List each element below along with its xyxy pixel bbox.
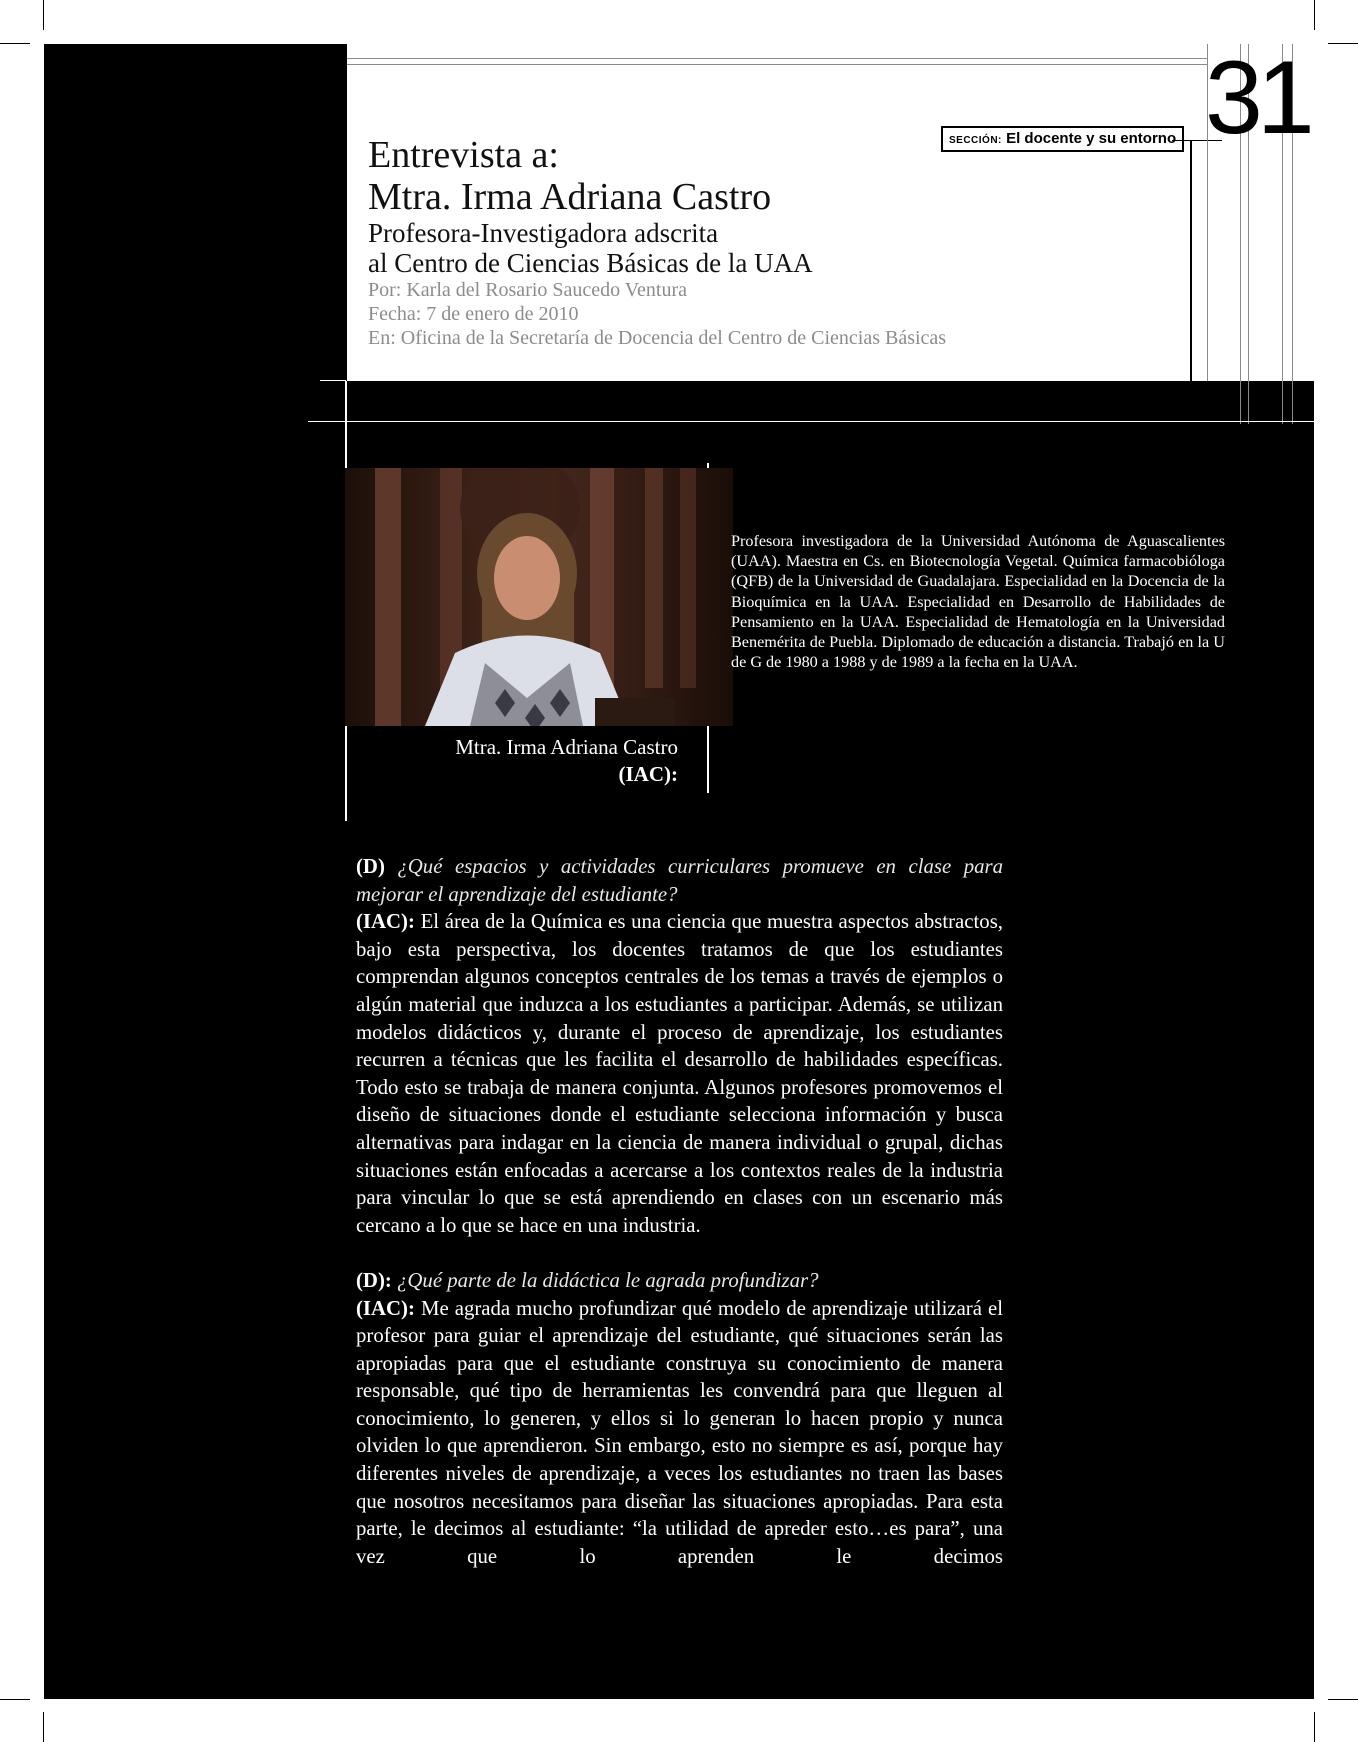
- question-2-speaker: (D):: [356, 1268, 392, 1292]
- crop-mark: [43, 0, 44, 30]
- crop-mark: [1328, 43, 1358, 44]
- question-2-text: ¿Qué parte de la didáctica le agrada profundizar?: [397, 1268, 819, 1292]
- crop-mark: [1328, 1699, 1358, 1700]
- question-2: [356, 1267, 1003, 1295]
- article-title-line2: Mtra. Irma Adriana Castro: [368, 176, 772, 218]
- answer-1-text: El área de la Química es una ciencia que muestra aspectos abstractos, bajo esta perspectiva, los docentes tratamos de que los estudiantes comprendan algunos conceptos centrales de los temas a través de ejemplos o algún material que induzca a los estudiantes a participar. Además, se utilizan modelos didácticos y, durante el proceso de aprendizaje, los estudiantes recurren a técnicas que les facilita el desarrollo de habilidades específicas. Todo esto se trabaja de manera conjunta. Algunos profesores promovemos el diseño de situaciones donde el estudiante selecciona información y busca alternativas para indagar en la ciencia de manera individual o grupal, dichas situaciones están enfocadas a acercarse a los contextos reales de la industria para vincular lo que se está aprendiendo en clases con un escenario más cercano a lo que se hace en una industria.: [356, 910, 1003, 1237]
- divider-rule: [320, 380, 346, 381]
- question-1-speaker: (D): [356, 855, 385, 878]
- interview-body: [356, 853, 1003, 1570]
- photo-caption: [380, 734, 678, 788]
- header-rule: [345, 44, 347, 381]
- article-header: [368, 134, 1128, 350]
- question-1-text: ¿Qué espacios y actividades curriculares promueve en clase para mejorar el aprendizaje del estudiante?: [356, 855, 1003, 906]
- header-rule: [345, 58, 1207, 59]
- interviewee-photo: [345, 468, 733, 726]
- header-rule: [345, 64, 1207, 65]
- question-1: [356, 853, 1003, 908]
- crop-mark: [0, 1699, 30, 1700]
- portrait-image: [345, 468, 733, 726]
- crop-mark: [1314, 1712, 1315, 1742]
- caption-abbreviation: (IAC):: [618, 762, 678, 786]
- section-tag: [941, 126, 1184, 152]
- article-subtitle-line2: al Centro de Ciencias Básicas de la UAA: [368, 248, 813, 278]
- section-value: El docente y su entorno: [1006, 130, 1177, 147]
- article-date: Fecha: 7 de enero de 2010: [368, 303, 579, 325]
- answer-2-speaker: (IAC):: [356, 1296, 415, 1320]
- article-subtitle-line1: Profesora-Investigadora adscrita: [368, 218, 719, 248]
- divider-rule: [308, 421, 1314, 422]
- interviewee-bio: Profesora investigadora de la Universidad Autónoma de Aguascalientes (UAA). Maestra en Cs. en Biotecnología Vegetal. Química farmacobióloga (QFB) de la Universidad de Guadalajara. Especialidad en la Docencia de la Bioquímica en la UAA. Especialidad en Desarrollo de Habilidades de Pensamiento en la UAA. Especialidad de Hematología en la Universidad Benemérita de Puebla. Diplomado de educación a distancia. Trabajó en la U de G de 1980 a 1988 y de 1989 a la fecha en la UAA.: [731, 532, 1225, 672]
- article-author: Por: Karla del Rosario Saucedo Ventura: [368, 279, 687, 301]
- answer-1-speaker: (IAC):: [356, 910, 415, 934]
- section-label: SECCIÓN:: [949, 135, 1002, 146]
- crop-mark: [1314, 0, 1315, 30]
- header-rule: [1190, 140, 1192, 381]
- answer-1: [356, 908, 1003, 1239]
- article-title-line1: Entrevista a:: [368, 134, 559, 176]
- answer-2-text: Me agrada mucho profundizar qué modelo de aprendizaje utilizará el profesor para guiar el aprendizaje del estudiante, qué situaciones serán las apropiadas para que el estudiante construya su conocimiento de manera responsable, qué tipo de herramientas les convendrá para que lleguen al conocimiento, lo generen, y ellos si lo generan lo hacen propio y nunca olviden lo que aprendieron. Sin embargo, esto no siempre es así, porque hay diferentes niveles de aprendizaje, a veces los estudiantes no traen las bases que nosotros necesitamos para diseñar las situaciones apropiadas. Para esta parte, le decimos al estudiante: “la utilidad de apreder esto…es para”, una vez que lo aprenden le decimos: [356, 1296, 1004, 1568]
- answer-2: [356, 1295, 1003, 1571]
- crop-mark: [0, 43, 30, 44]
- crop-mark: [43, 1712, 44, 1742]
- page-number: 31: [1205, 40, 1309, 156]
- article-location: En: Oficina de la Secretaría de Docencia del Centro de Ciencias Básicas: [368, 327, 947, 349]
- caption-name: Mtra. Irma Adriana Castro: [455, 735, 678, 759]
- paragraph-gap: [356, 1239, 1003, 1267]
